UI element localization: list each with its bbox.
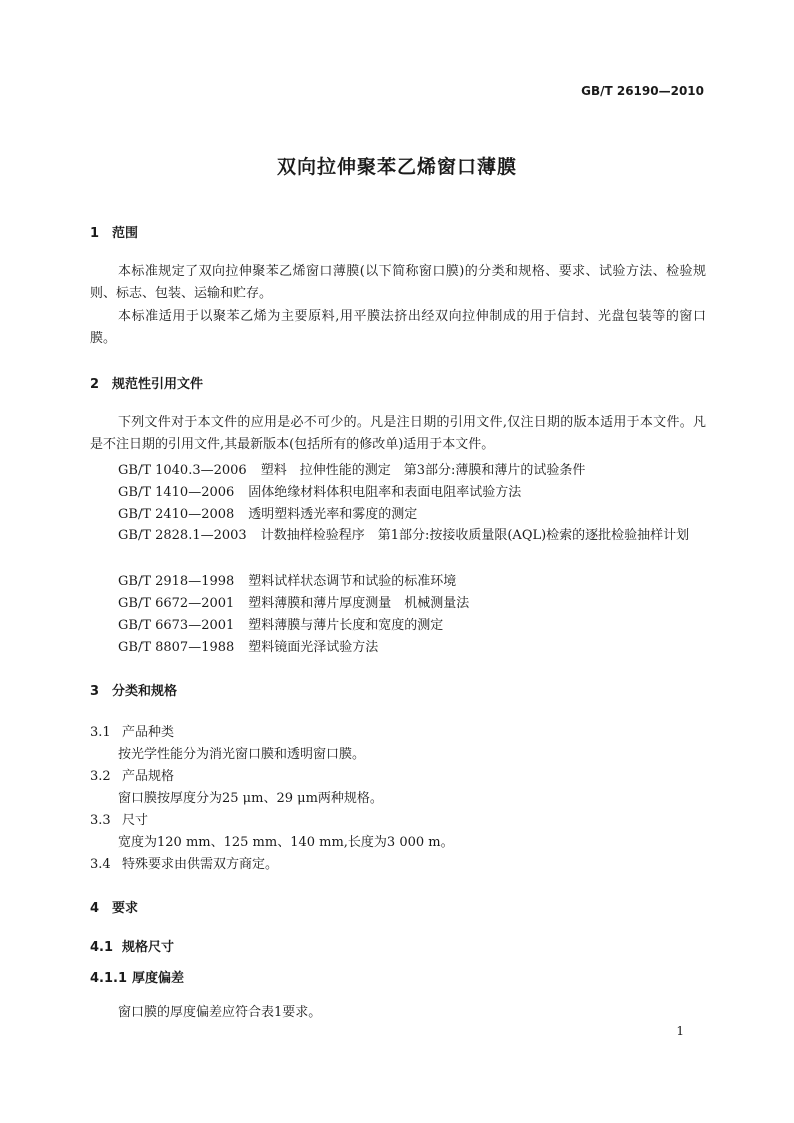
- section-4-heading: [90, 897, 138, 916]
- standard-number: GB/T 26190—2010: [581, 84, 704, 98]
- section-title: 范围: [112, 226, 139, 241]
- reference-item: [118, 636, 378, 655]
- section-2-paragraph-1: 下列文件对于本文件的应用是必不可少的。凡是注日期的引用文件,仅注日期的版本适用于本文件。凡是不注日期的引用文件,其最新版本(包括所有的修改单)适用于本文件。: [90, 415, 706, 452]
- section-number: 3: [90, 684, 100, 699]
- subsection-title: 厚度偏差: [132, 971, 185, 986]
- reference-item: [118, 570, 456, 589]
- subsection-3-3-text: 宽度为120 mm、125 mm、140 mm,长度为3 000 m。: [118, 835, 454, 850]
- reference-item: [118, 459, 585, 478]
- subsection-3-3-heading: [90, 809, 148, 828]
- subsection-3-1-text: 按光学性能分为消光窗口膜和透明窗口膜。: [118, 747, 366, 762]
- reference-item: [118, 614, 443, 633]
- subsection-3-4-heading: [90, 853, 278, 872]
- reference-title: 塑料 拉伸性能的测定 第3部分:薄膜和薄片的试验条件: [260, 463, 586, 478]
- reference-title: 塑料薄膜与薄片长度和宽度的测定: [248, 618, 444, 633]
- section-title: 要求: [112, 901, 139, 916]
- subsection-4-1-1-text: 窗口膜的厚度偏差应符合表1要求。: [118, 1005, 322, 1020]
- reference-title: 计数抽样检验程序 第1部分:按接收质量限(AQL)检索的逐批检验抽样计划: [260, 528, 690, 543]
- reference-item: [118, 592, 469, 611]
- reference-item: [90, 525, 706, 547]
- subsection-3-2-text: 窗口膜按厚度分为25 μm、29 μm两种规格。: [118, 791, 383, 806]
- section-2-heading: [90, 373, 203, 392]
- reference-code: GB/T 1040.3—2006: [118, 463, 247, 478]
- section-number: 1: [90, 226, 100, 241]
- section-1-heading: [90, 222, 138, 241]
- section-title: 分类和规格: [112, 684, 178, 699]
- section-number: 2: [90, 377, 100, 392]
- reference-code: GB/T 8807—1988: [118, 640, 235, 655]
- reference-title: 透明塑料透光率和雾度的测定: [248, 507, 418, 522]
- subsection-title: 产品规格: [122, 769, 175, 784]
- subsection-3-2-heading: [90, 765, 174, 784]
- reference-code: GB/T 1410—2006: [118, 485, 235, 500]
- reference-code: GB/T 2918—1998: [118, 574, 235, 589]
- subsection-number: 4.1: [90, 940, 114, 955]
- subsection-4-1-heading: [90, 936, 174, 955]
- reference-title: 塑料试样状态调节和试验的标准环境: [248, 574, 457, 589]
- subsection-title: 尺寸: [122, 813, 149, 828]
- section-1-paragraph-2: 本标准适用于以聚苯乙烯为主要原料,用平膜法挤出经双向拉伸制成的用于信封、光盘包装等的窗口膜。: [90, 309, 706, 346]
- subsection-number: 3.2: [90, 769, 111, 784]
- subsection-number: 4.1.1: [90, 971, 128, 986]
- reference-code: GB/T 2410—2008: [118, 507, 235, 522]
- reference-code: GB/T 2828.1—2003: [118, 528, 247, 543]
- subsection-3-1-heading: [90, 721, 174, 740]
- document-title: 双向拉伸聚苯乙烯窗口薄膜: [276, 156, 517, 178]
- reference-item: [118, 503, 417, 522]
- subsection-title: 产品种类: [122, 725, 175, 740]
- section-number: 4: [90, 901, 100, 916]
- reference-title: 塑料薄膜和薄片厚度测量 机械测量法: [248, 596, 470, 611]
- subsection-number: 3.4: [90, 857, 111, 872]
- section-1-paragraph-1: 本标准规定了双向拉伸聚苯乙烯窗口薄膜(以下简称窗口膜)的分类和规格、要求、试验方法、检验规则、标志、包装、运输和贮存。: [90, 264, 706, 301]
- subsection-title: 特殊要求由供需双方商定。: [122, 857, 279, 872]
- reference-code: GB/T 6673—2001: [118, 618, 235, 633]
- subsection-title: 规格尺寸: [122, 940, 175, 955]
- section-3-heading: [90, 680, 177, 699]
- section-title: 规范性引用文件: [112, 377, 204, 392]
- page-number: 1: [676, 1024, 684, 1038]
- reference-title: 固体绝缘材料体积电阻率和表面电阻率试验方法: [248, 485, 522, 500]
- reference-title: 塑料镜面光泽试验方法: [248, 640, 379, 655]
- reference-item: [118, 481, 521, 500]
- subsection-4-1-1-heading: [90, 967, 184, 986]
- reference-code: GB/T 6672—2001: [118, 596, 235, 611]
- subsection-number: 3.1: [90, 725, 111, 740]
- subsection-number: 3.3: [90, 813, 111, 828]
